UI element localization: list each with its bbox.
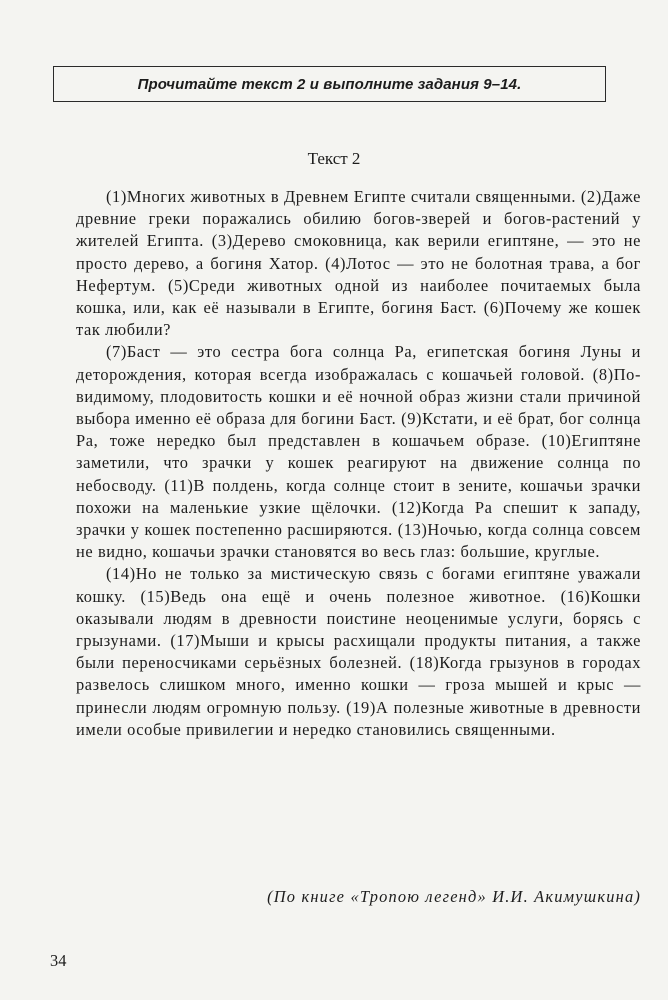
instruction-box bbox=[53, 66, 606, 102]
paragraph-2: (7)Баст — это сестра бога солнца Ра, египетская богиня Луны и деторождения, которая всегда изображалась с кошачьей головой. (8)По-видимому, плодовитость кошки и её ночной образ жизни стали причиной выбора именно её образа для богини Баст. (9)Кстати, и её брат, бог солнца Ра, тоже нередко был представлен в кошачьем образе. (10)Египтяне заметили, что зрачки у кошек реагируют на движение солнца по небосводу. (11)В полдень, когда солнце стоит в зените, кошачьи зрачки похожи на маленькие узкие щёлочки. (12)Когда Ра спешит к западу, зрачки у кошек постепенно расширяются. (13)Ночью, когда солнца совсем не видно, кошачьи зрачки становятся во весь глаз: большие, круглые. bbox=[76, 342, 641, 562]
page-number: 34 bbox=[50, 951, 67, 970]
paragraph-1: (1)Многих животных в Древнем Египте считали священными. (2)Даже древние греки поражались обилию богов-зверей и богов-растений у жителей Египта. (3)Дерево смоковница, как верили египтяне, — это не просто дерево, а богиня Хатор. (4)Лотос — это не болотная трава, а бог Нефертум. (5)Среди животных одной из наиболее почитаемых была кошка, или, как её называли в Египте, богиня Баст. (6)Почему же кошек так любили? bbox=[76, 187, 641, 340]
instruction-text: Прочитайте текст 2 и выполните задания 9–14. bbox=[137, 75, 522, 93]
text-body bbox=[76, 186, 641, 741]
text-title: Текст 2 bbox=[307, 149, 361, 168]
source-citation: (По книге «Тропою легенд» И.И. Акимушкина) bbox=[267, 887, 641, 906]
paragraph-3: (14)Но не только за мистическую связь с богами египтяне уважали кошку. (15)Ведь она ещё и очень полезное животное. (16)Кошки оказывали людям в древности поистине неоценимые услуги, борясь с грызунами. (17)Мыши и крысы расхищали продукты питания, а также были переносчиками серьёзных болезней. (18)Когда грызунов в городах развелось слишком много, именно кошки — гроза мышей и крыс — принесли людям огромную пользу. (19)А полезные животные в древности имели особые привилегии и нередко становились священными. bbox=[76, 564, 641, 739]
